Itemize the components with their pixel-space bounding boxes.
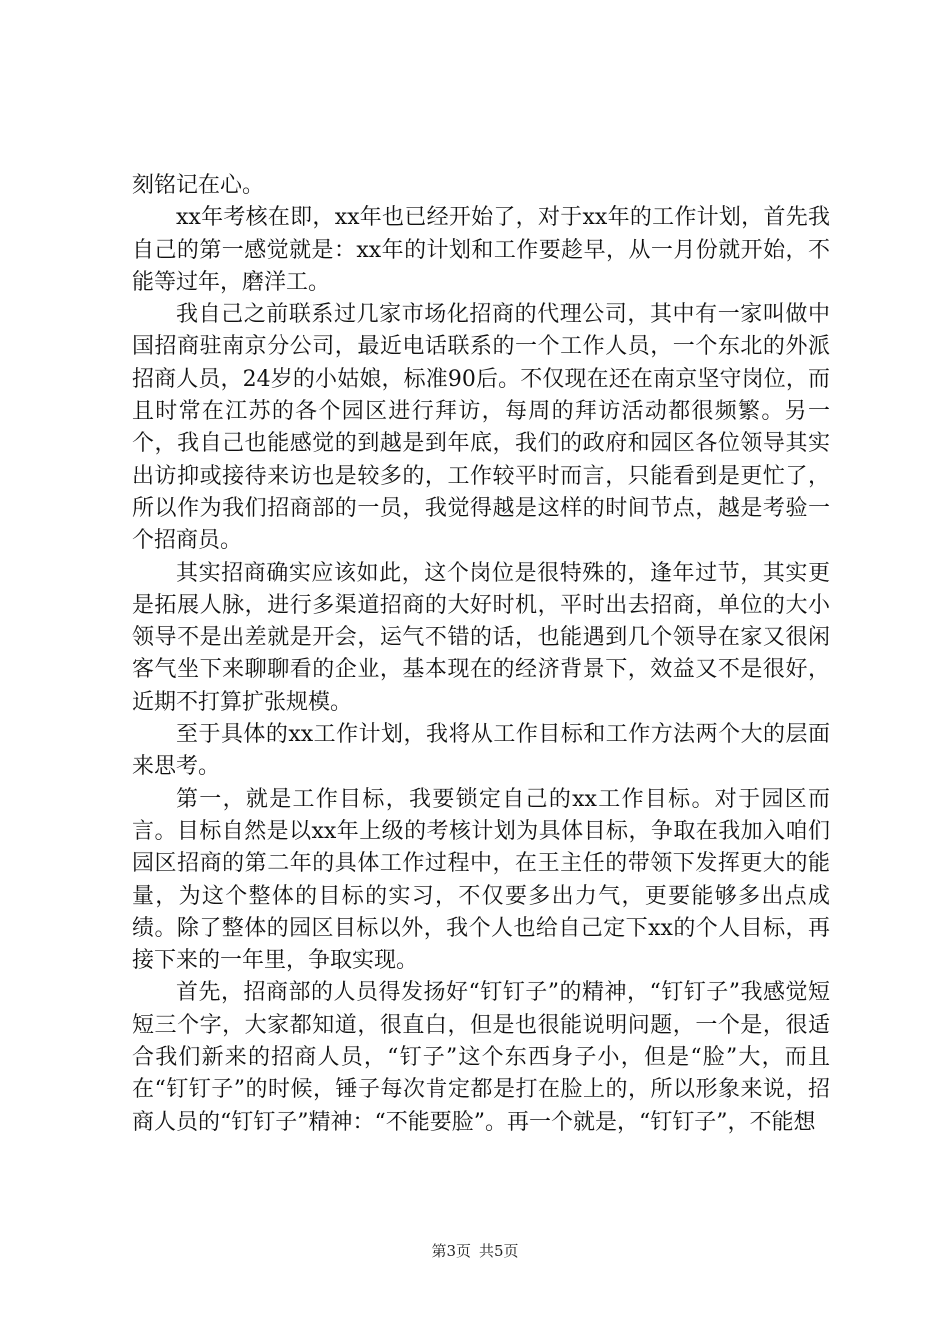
paragraph: xx年考核在即，xx年也已经开始了，对于xx年的工作计划，首先我自己的第一感觉就是：xx年的计划和工作要趁早，从一月份就开始，不能等过年，磨洋工。 — [132, 205, 830, 295]
page-number: 第3页 — [431, 1242, 471, 1260]
page-footer — [0, 1240, 950, 1261]
paragraph: 我自己之前联系过几家市场化招商的代理公司，其中有一家叫做中国招商驻南京分公司，最近电话联系的一个工作人员，一个东北的外派招商人员，24岁的小姑娘，标准90后。不仅现在还在南京坚守岗位，而且时常在江苏的各个园区进行拜访，每周的拜访活动都很频繁。另一个，我自己也能感觉的到越是到年底，我们的政府和园区各位领导其实出访抑或接待来访也是较多的，工作较平时而言，只能看到是更忙了，所以作为我们招商部的一员，我觉得越是这样的时间节点，越是考验一个招商员。 — [132, 302, 830, 554]
paragraph: 至于具体的xx工作计划，我将从工作目标和工作方法两个大的层面来思考。 — [132, 722, 830, 780]
paragraph: 第一，就是工作目标，我要锁定自己的xx工作目标。对于园区而言。目标自然是以xx年上级的考核计划为具体目标，争取在我加入咱们园区招商的第二年的具体工作过程中，在王主任的带领下发挥更大的能量，为这个整体的目标的实习，不仅要多出力气，更要能够多出点成绩。除了整体的园区目标以外，我个人也给自己定下xx的个人目标，再接下来的一年里，争取实现。 — [132, 786, 830, 974]
paragraph: 其实招商确实应该如此，这个岗位是很特殊的，逢年过节，其实更是拓展人脉，进行多渠道招商的大好时机，平时出去招商，单位的大小领导不是出差就是开会，运气不错的话，也能遇到几个领导在家又很闲客气坐下来聊聊看的企业，基本现在的经济背景下，效益又不是很好，近期不打算扩张规模。 — [132, 560, 830, 715]
paragraph-continuation: 刻铭记在心。 — [132, 173, 265, 198]
paragraph: 首先，招商部的人员得发扬好“钉钉子”的精神，“钉钉子”我感觉短短三个字，大家都知道，很直白，但是也很能说明问题，一个是，很适合我们新来的招商人员，“钉子”这个东西身子小，但是“脸”大，而且在“钉钉子”的时候，锤子每次肯定都是打在脸上的，所以形象来说，招商人员的“钉钉子”精神：“不能要脸”。再一个就是，“钉钉子”，不能想 — [132, 980, 830, 1135]
page-total: 共5页 — [479, 1242, 519, 1260]
document-body — [132, 170, 830, 1139]
